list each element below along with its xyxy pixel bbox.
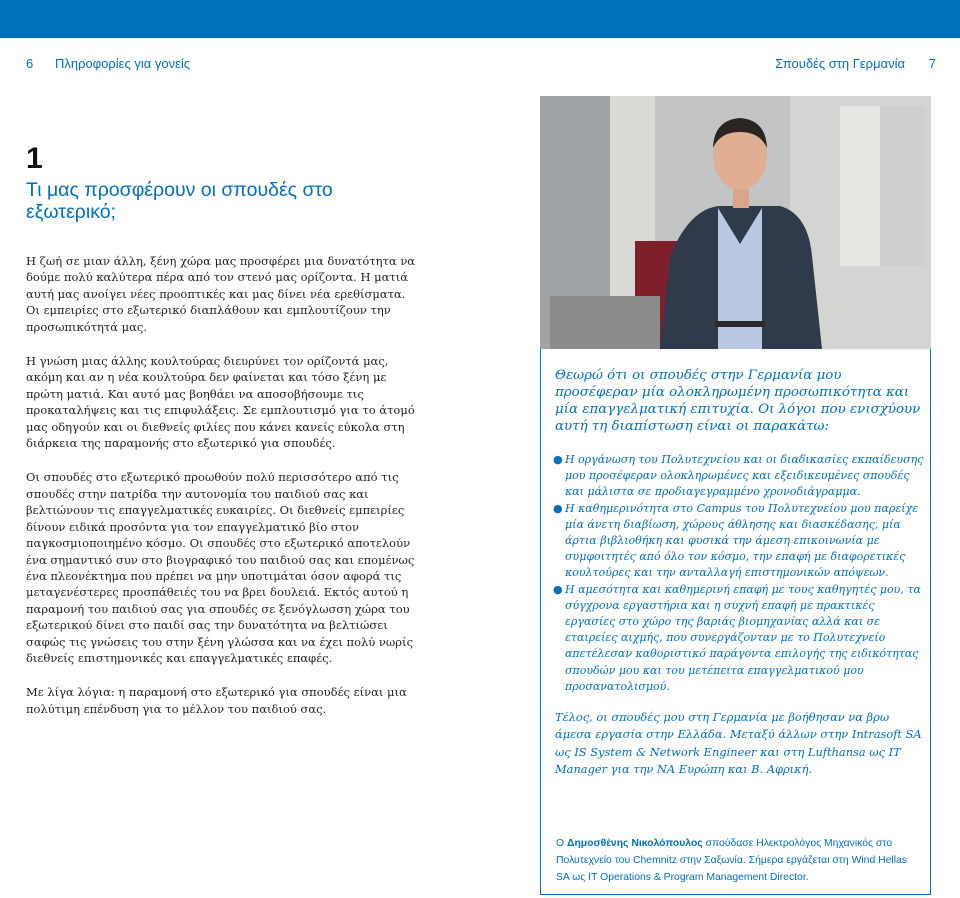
list-item: ● Η οργάνωση του Πολυτεχνείου και οι διαδικασίες εκπαίδευσης μου προσέφεραν ολοκληρωμένες και εξειδικευμένες σπουδές και μάλιστα σε προδιαγεγραμμένο χρονοδιάγραμμα. [553,453,924,499]
chapter-number: 1 [26,142,43,175]
portrait-illustration [540,96,931,349]
right-running-head: Σπουδές στη Γερμανία [775,56,905,71]
body-paragraph: Η γνώση μιας άλλης κουλτούρας διευρύνει τον ορίζοντά μας, ακόμη και αν η νέα κουλτούρα δεν φαίνεται και τόσο ξένη με πρώτη ματιά. Και αυτό μας βοηθάει να αποσοβήσουμε τις προκαταλήψεις και τις επιφυλάξεις. Σε εμπλουτισμό για το άτομό μας οδηγούν και οι διεθνείς φιλίες που κάνει κανείς εύκολα στη διάρκεια της παραμονής στο εξωτερικό για σπουδές. [26,354,415,451]
right-page-number: 7 [928,56,936,71]
list-item: ● Η καθημερινότητα στο Campus του Πολυτεχνείου μου παρείχε μία άνετη διαβίωση, χώρους άθλησης και διασκέδασης, μία άρτια βιβλιοθήκη και φυσικά την άμεση επικοινωνία με συμφοιτητές από όλο τον κόσμο, την επαφή με διαφορετικές κουλτούρες και την ανταλλαγή επιστημονικών απόψεων. [553,501,919,580]
person-name: Δημοσθένης Νικολόπουλος [566,838,703,849]
reasons-list [553,452,925,695]
list-item: ● Η αμεσότητα και καθημερινή επαφή με τους καθηγητές μου, τα σύγχρονα εργαστήρια και η συχνή επαφή με πρακτικές εργασίες στο χώρο της βαριάς βιομηχανίας αλλά και σε εταιρείες αιχμής, που συνεργάζονταν με το Πολυτεχνείο απετέλεσαν καθοριστικό παράγοντα επιλογής της ειδικότητας σπουδών μου και του μετέπειτα επαγγελματικού μου προσανατολισμού. [553,582,921,693]
closing-paragraph: Τέλος, οι σπουδές μου στη Γερμανία με βοήθησαν να βρω άμεσα εργασία στην Ελλάδα. Μεταξύ άλλων στην Intrasoft SA ως IS System & Network Engineer και στη Lufthansa ως IT Manager για την ΝΑ Ευρώπη και Β. Αφρική. [555,710,922,776]
portrait-photo [540,96,931,349]
chapter-title: Τι μας προσφέρουν οι σπουδές στο εξωτερικό; [26,179,333,223]
testimonial-quote: Θεωρώ ότι οι σπουδές στην Γερμανία μου προσέφεραν μία ολοκληρωμένη προσωπικότητα και μία επαγγελματική επιτυχία. Οι λόγοι που ενισχύουν αυτή τη διαπίστωση είναι οι παρακάτω: [555,368,921,434]
body-paragraph: Οι σπουδές στο εξωτερικό προωθούν πολύ περισσότερο από τις σπουδές στην πατρίδα την αυτονομία του παιδιού σας και βελτιώνουν τις επαγγελματικές ευκαιρίες. Οι διεθνείς εμπειρίες δίνουν ειδικά προσόντα για τον επαγγελματικό βίο στον παγκοσμιοποιημένο κόσμο. Οι σπουδές στο εξωτερικό αποτελούν ένα σημαντικό συν στο βιογραφικό του παιδιού σας και επομένως ένα πλεονέκτημα που πρέπει να μην υποτιμάται όσον αφορά τις μεταγενέστερες προσπάθειές του να βρει δουλειά. Εκτός αυτού η παραμονή του παιδιού σας για σπουδές σε ξενόγλωσση χώρα του εξωτερικού δίνει στο παιδί σας την δυνατότητα να βελτιώσει σαφώς τις γνώσεις του στην ξένη γλώσσα και να έχει πολύ νωρίς διεθνείς επιστημονικές και επαγγελματικές επαφές. [26,470,415,665]
body-paragraph: Με λίγα λόγια: η παραμονή στο εξωτερικό για σπουδές είναι μια πολύτιμη επένδυση για το μέλλον του παιδιού σας. [26,685,407,716]
photo-caption: Ο Δημοσθένης Νικολόπουλος σπούδασε Ηλεκτρολόγος Μηχανικός στο Πολυτεχνείο του Chemnitz στην Σαξωνία. Σήμερα εργάζεται στη Wind Hellas SA ως IT Operations & Program Management Director. [556,838,908,883]
body-paragraph: Η ζωή σε μιαν άλλη, ξένη χώρα μας προσφέρει μια δυνατότητα να δούμε πολύ καλύτερα πέρα από τον στενό μας ορίζοντα. Η ματιά αυτή μας ανοίγει νέες προοπτικές και μας δίνει νέα ερεθίσματα. Οι εμπειρίες στο εξωτερικό διαπλάθουν και εμπλουτίζουν την προσωπικότητά μας. [26,254,416,334]
body-text [26,253,421,735]
top-color-bar [0,0,960,38]
left-page-number: 6 [26,56,34,71]
left-running-head: Πληροφορίες για γονείς [55,56,191,71]
bullet-icon: ● [553,582,563,596]
bullet-icon: ● [553,453,563,466]
bullet-icon: ● [553,501,563,515]
